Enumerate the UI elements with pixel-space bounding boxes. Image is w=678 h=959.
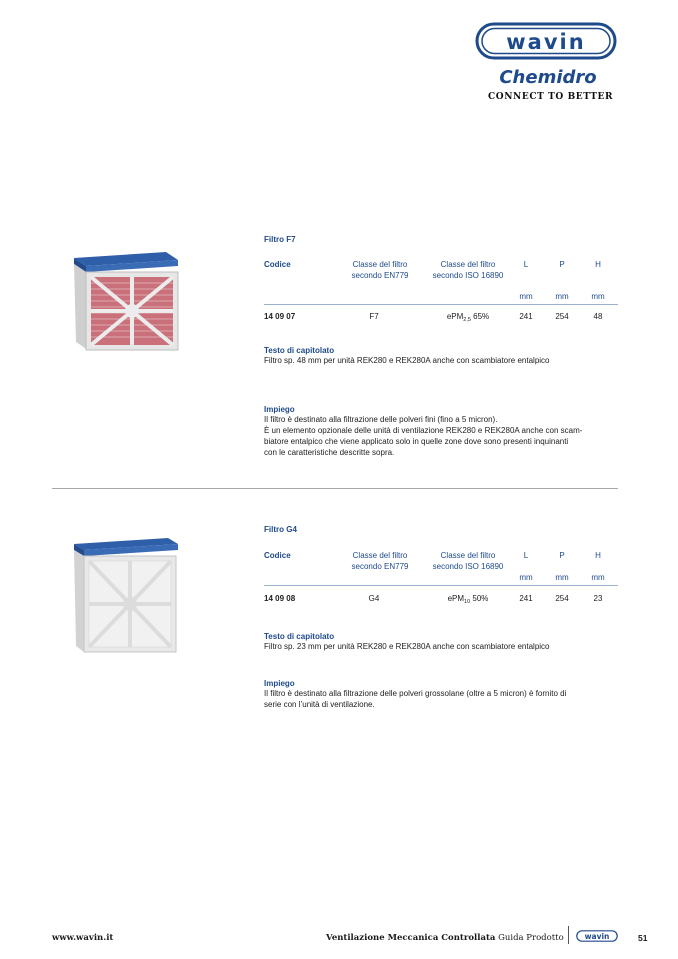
use-line: È un elemento opzionale delle unità di ventilazione REK280 e REK280A anche con scam- bbox=[264, 426, 583, 435]
row-code: 14 09 08 bbox=[264, 594, 296, 603]
row-class-en: G4 bbox=[368, 594, 380, 603]
col-header-class-en-line2: secondo EN779 bbox=[351, 271, 409, 280]
spec-text: Filtro sp. 23 mm per unità REK280 e REK280A anche con scambiatore entalpico bbox=[264, 642, 550, 651]
col-header-h: H bbox=[595, 551, 601, 560]
col-header-class-iso bbox=[418, 550, 518, 572]
chemidro-logo-text: Chemidro bbox=[499, 67, 597, 88]
col-header-class-iso-line1: Classe del filtro bbox=[440, 551, 496, 560]
iso-value: 65% bbox=[470, 312, 490, 321]
col-header-class-en-line1: Classe del filtro bbox=[352, 260, 408, 269]
row-code: 14 09 07 bbox=[264, 312, 296, 321]
col-header-p: P bbox=[559, 551, 565, 560]
footer-doc-title-main: Ventilazione Meccanica Controllata bbox=[326, 933, 496, 943]
col-header-class-iso-line1: Classe del filtro bbox=[440, 260, 496, 269]
product-title: Filtro F7 bbox=[264, 235, 296, 244]
filter-g4-image bbox=[68, 532, 182, 656]
col-header-l: L bbox=[523, 260, 529, 269]
unit-p: mm bbox=[555, 292, 569, 301]
row-class-iso bbox=[418, 594, 518, 605]
row-l: 241 bbox=[519, 312, 533, 321]
use-line: con le caratteristiche descritte sopra. bbox=[264, 448, 395, 457]
page-number: 51 bbox=[638, 933, 648, 943]
row-l: 241 bbox=[519, 594, 533, 603]
col-header-code: Codice bbox=[264, 260, 291, 269]
use-text bbox=[264, 414, 620, 458]
footer-doc-title bbox=[326, 933, 564, 943]
footer-wavin-logo bbox=[576, 930, 618, 942]
unit-h: mm bbox=[591, 292, 605, 301]
use-line: serie con l’unità di ventilazione. bbox=[264, 700, 375, 709]
footer-doc-title-sub: Guida Prodotto bbox=[498, 933, 564, 943]
col-header-class-en bbox=[330, 550, 430, 572]
col-header-p: P bbox=[559, 260, 565, 269]
product-title: Filtro G4 bbox=[264, 525, 297, 534]
use-line: Il filtro è destinato alla filtrazione delle polveri fini (fino a 5 micron). bbox=[264, 415, 498, 424]
use-title: Impiego bbox=[264, 405, 295, 414]
col-header-class-iso bbox=[418, 259, 518, 281]
use-title: Impiego bbox=[264, 679, 295, 688]
iso-prefix: ePM bbox=[446, 312, 464, 321]
col-header-h: H bbox=[595, 260, 601, 269]
col-header-class-iso-line2: secondo ISO 16890 bbox=[432, 271, 504, 280]
row-class-iso bbox=[418, 312, 518, 323]
row-p: 254 bbox=[555, 312, 569, 321]
tagline: CONNECT TO BETTER bbox=[488, 92, 614, 102]
table-header-rule bbox=[264, 304, 618, 305]
footer-logo-text: wavin bbox=[584, 932, 610, 941]
unit-l: mm bbox=[519, 573, 533, 582]
col-header-class-en-line1: Classe del filtro bbox=[352, 551, 408, 560]
unit-p: mm bbox=[555, 573, 569, 582]
unit-h: mm bbox=[591, 573, 605, 582]
row-h: 48 bbox=[593, 312, 603, 321]
wavin-logo-text: wavin bbox=[506, 30, 586, 54]
iso-prefix: ePM bbox=[447, 594, 465, 603]
row-class-en: F7 bbox=[369, 312, 379, 321]
table-header-rule bbox=[264, 585, 618, 586]
iso-subscript: 10 bbox=[464, 599, 471, 605]
use-line: biatore entalpico che viene applicato solo in quelle zone dove sono presenti inquinanti bbox=[264, 437, 569, 446]
col-header-class-iso-line2: secondo ISO 16890 bbox=[432, 562, 504, 571]
col-header-code: Codice bbox=[264, 551, 291, 560]
use-line: Il filtro è destinato alla filtrazione delle polveri grossolane (oltre a 5 micron) è fornito di bbox=[264, 689, 567, 698]
unit-l: mm bbox=[519, 292, 533, 301]
spec-title: Testo di capitolato bbox=[264, 632, 335, 641]
spec-title: Testo di capitolato bbox=[264, 346, 335, 355]
wavin-logo bbox=[475, 22, 617, 60]
filter-f7-image bbox=[66, 242, 184, 354]
row-h: 23 bbox=[593, 594, 603, 603]
col-header-class-en-line2: secondo EN779 bbox=[351, 562, 409, 571]
section-divider bbox=[52, 488, 618, 489]
footer-separator bbox=[568, 926, 569, 944]
use-text bbox=[264, 688, 620, 710]
iso-subscript: 2,5 bbox=[463, 317, 471, 323]
col-header-l: L bbox=[523, 551, 529, 560]
col-header-class-en bbox=[330, 259, 430, 281]
chemidro-logo bbox=[498, 64, 598, 88]
footer-website: www.wavin.it bbox=[52, 933, 114, 943]
row-p: 254 bbox=[555, 594, 569, 603]
spec-text: Filtro sp. 48 mm per unità REK280 e REK280A anche con scambiatore entalpico bbox=[264, 356, 550, 365]
iso-value: 50% bbox=[470, 594, 489, 603]
